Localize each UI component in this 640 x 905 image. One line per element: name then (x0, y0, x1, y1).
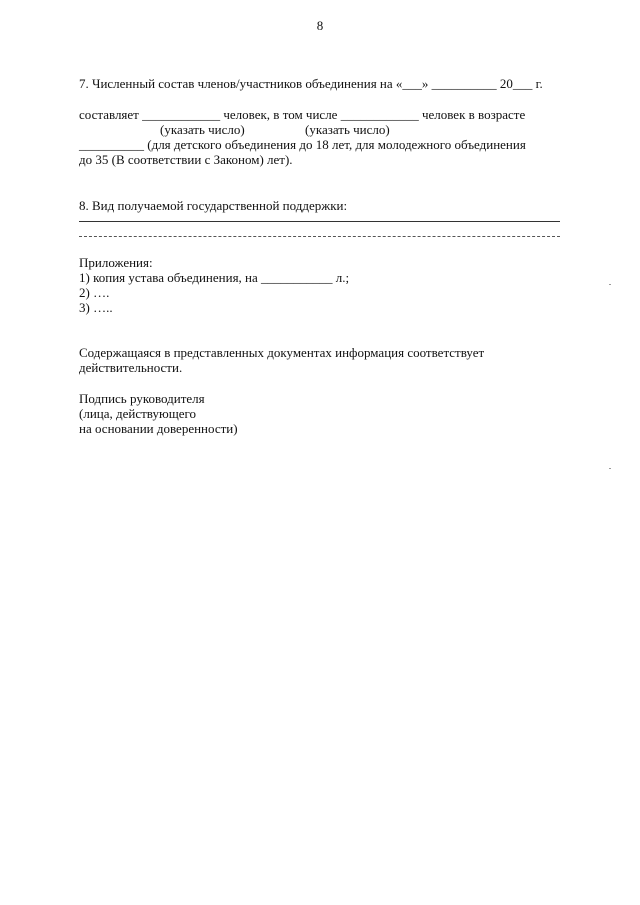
scan-margin-mark (609, 468, 611, 469)
signature-line-1: Подпись руководителя (79, 391, 205, 406)
signature-line-3: на основании доверенности) (79, 421, 238, 436)
section8-title: 8. Вид получаемой государственной поддержки: (79, 198, 348, 213)
section7-hint-count: (указать число) (160, 122, 245, 137)
support-type-line-2 (79, 236, 560, 237)
attachments-title: Приложения: (79, 255, 153, 270)
attachment-item-3: 3) ….. (79, 300, 113, 315)
section7-line-date: 7. Численный состав членов/участников объединения на «___» __________ 20___ г. (79, 76, 543, 91)
attachment-item-1: 1) копия устава объединения, на ___________ л.; (79, 270, 350, 285)
attachment-item-2: 2) …. (79, 285, 110, 300)
signature-line-2: (лица, действующего (79, 406, 196, 421)
section7-line-law: до 35 (В соответствии с Законом) лет). (79, 152, 293, 167)
scan-margin-mark (609, 284, 611, 285)
page-number: 8 (316, 18, 324, 33)
section7-line-age: __________ (для детского объединения до 18 лет, для молодежного объединения (79, 137, 526, 152)
section7-line-count: составляет ____________ человек, в том числе ____________ человек в возрасте (79, 107, 526, 122)
declaration-line-1: Содержащаяся в представленных документах информация соответствует (79, 345, 485, 360)
section7-hint-count-age: (указать число) (305, 122, 390, 137)
support-type-line-1 (79, 221, 560, 222)
declaration-line-2: действительности. (79, 360, 183, 375)
